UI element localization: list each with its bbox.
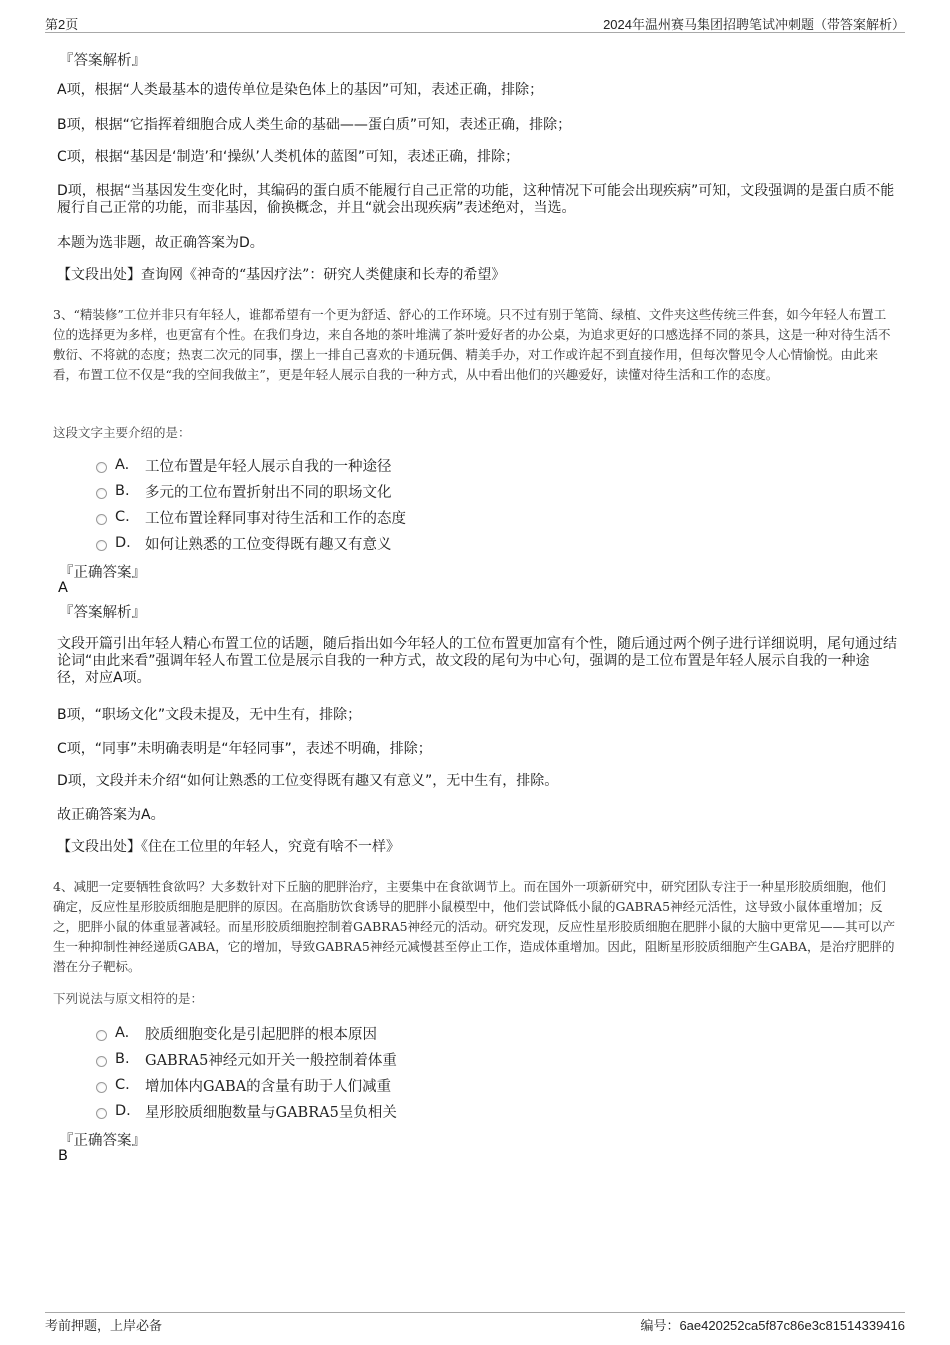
q4-correct-label: 『正确答案』: [59, 1133, 146, 1149]
q3-analysis-main: 文段开篇引出年轻人精心布置工位的话题，随后指出如今年轻人的工位布置更加富有个性，随后通过两个例子进行详细说明，尾句通过结论词“由此来看”强调年轻人布置工位是展示自我的一种方式，故文段的尾句为中心句，强调的是工位布置是年轻人展示自我的一种途径，对应A项。: [57, 636, 897, 686]
page-header: [45, 12, 905, 33]
document-title: 2024年温州赛马集团招聘笔试冲刺题（带答案解析）: [603, 17, 905, 32]
q2-analysis-label: 『答案解析』: [59, 53, 146, 69]
q3-analysis-b: B项，“职场文化”文段未提及，无中生有，排除；: [57, 707, 362, 723]
q3-source: 【文段出处】《住在工位里的年轻人，究竟有啥不一样》: [57, 839, 400, 855]
q3-analysis-c: C项，“同事”未明确表明是“年轻同事”，表述不明确，排除；: [57, 741, 432, 757]
q4-option-c[interactable]: C. 增加体内GABA的含量有助于人们减重: [96, 1075, 391, 1095]
radio-button[interactable]: [96, 1108, 107, 1119]
q3-analysis-label: 『答案解析』: [59, 605, 146, 621]
page-footer: [45, 1312, 905, 1333]
page-number: 第2页: [45, 17, 79, 32]
q2-analysis-b: B项，根据“它指挥着细胞合成人类生命的基础——蛋白质”可知，表述正确，排除；: [57, 117, 572, 133]
q4-prompt: 下列说法与原文相符的是：: [53, 991, 204, 1006]
q2-source: 【文段出处】查询网《神奇的“基因疗法”：研究人类健康和长寿的希望》: [57, 267, 506, 283]
q3-option-d[interactable]: D. 如何让熟悉的工位变得既有趣又有意义: [96, 533, 392, 553]
q2-analysis-c: C项，根据“基因是‘制造’和‘操纵’人类机体的蓝图”可知，表述正确，排除；: [57, 149, 520, 165]
q3-prompt: 这段文字主要介绍的是：: [53, 425, 191, 440]
q4-option-d[interactable]: D. 星形胶质细胞数量与GABRA5呈负相关: [96, 1101, 397, 1121]
q4-option-a[interactable]: A. 胶质细胞变化是引起肥胖的根本原因: [96, 1023, 377, 1043]
q2-conclusion: 本题为选非题，故正确答案为D。: [57, 235, 264, 251]
radio-button[interactable]: [96, 540, 107, 551]
radio-button[interactable]: [96, 1082, 107, 1093]
q3-option-a[interactable]: A. 工位布置是年轻人展示自我的一种途径: [96, 455, 392, 475]
q4-correct-answer: B: [58, 1148, 68, 1164]
q2-analysis-a: A项，根据“人类最基本的遗传单位是染色体上的基因”可知，表述正确，排除；: [57, 82, 544, 98]
q3-conclusion: 故正确答案为A。: [57, 807, 165, 823]
q4-option-b[interactable]: B. GABRA5神经元如开关一般控制着体重: [96, 1049, 397, 1069]
q3-stem: 3、“精装修”工位并非只有年轻人，谁都希望有一个更为舒适、舒心的工作环境。只不过有别于笔筒、绿植、文件夹这些传统三件套，如今年轻人布置工位的选择更为多样，也更富有个性。在我们身边，来自各地的茶叶堆满了茶叶爱好者的办公桌，为追求更好的口感选择不同的茶具，这是一种对待生活不敷衍、不将就的态度；热衷二次元的同事，摆上一排自己喜欢的卡通玩偶、精美手办，对工作或许起不到直接作用，但每次瞥见令人心情愉悦。由此来看，布置工位不仅是“我的空间我做主”，更是年轻人展示自我的一种方式，从中看出他们的兴趣爱好，读懂对待生活和工作的态度。: [53, 307, 891, 382]
footer-slogan: 考前押题，上岸必备: [45, 1318, 163, 1333]
q4-stem: 4、减肥一定要牺牲食欲吗？大多数针对下丘脑的肥胖治疗，主要集中在食欲调节上。而在国外一项新研究中，研究团队专注于一种星形胶质细胞，他们确定，反应性星形胶质细胞是肥胖的原因。在高脂肪饮食诱导的肥胖小鼠模型中，他们尝试降低小鼠的GABRA5神经元活性，这导致小鼠体重增加；反之，肥胖小鼠的体重显著减轻。而星形胶质细胞控制着GABRA5神经元的活动。研究发现，反应性星形胶质细胞在肥胖小鼠的大脑中更常见——其可以产生一种抑制性神经递质GABA，它的增加，导致GABRA5神经元减慢甚至停止工作，造成体重增加。因此，阻断星形胶质细胞产生GABA，是治疗肥胖的潜在分子靶标。: [53, 879, 896, 974]
q3-correct-answer: A: [58, 580, 68, 596]
q3-correct-label: 『正确答案』: [59, 565, 146, 581]
radio-button[interactable]: [96, 1056, 107, 1067]
radio-button[interactable]: [96, 488, 107, 499]
q3-option-b[interactable]: B. 多元的工位布置折射出不同的职场文化: [96, 481, 392, 501]
radio-button[interactable]: [96, 462, 107, 473]
q3-analysis-d: D项，文段并未介绍“如何让熟悉的工位变得既有趣又有意义”，无中生有，排除。: [57, 773, 559, 789]
footer-serial: 编号：6ae420252ca5f87c86e3c81514339416: [640, 1318, 905, 1333]
q3-option-c[interactable]: C. 工位布置诠释同事对待生活和工作的态度: [96, 507, 406, 527]
radio-button[interactable]: [96, 1030, 107, 1041]
q2-analysis-d: D项，根据“当基因发生变化时，其编码的蛋白质不能履行自己正常的功能，这种情况下可能会出现疾病”可知，文段强调的是蛋白质不能履行自己正常的功能，而非基因，偷换概念，并且“就会出现疾病”表述绝对，当选。: [57, 183, 895, 216]
radio-button[interactable]: [96, 514, 107, 525]
